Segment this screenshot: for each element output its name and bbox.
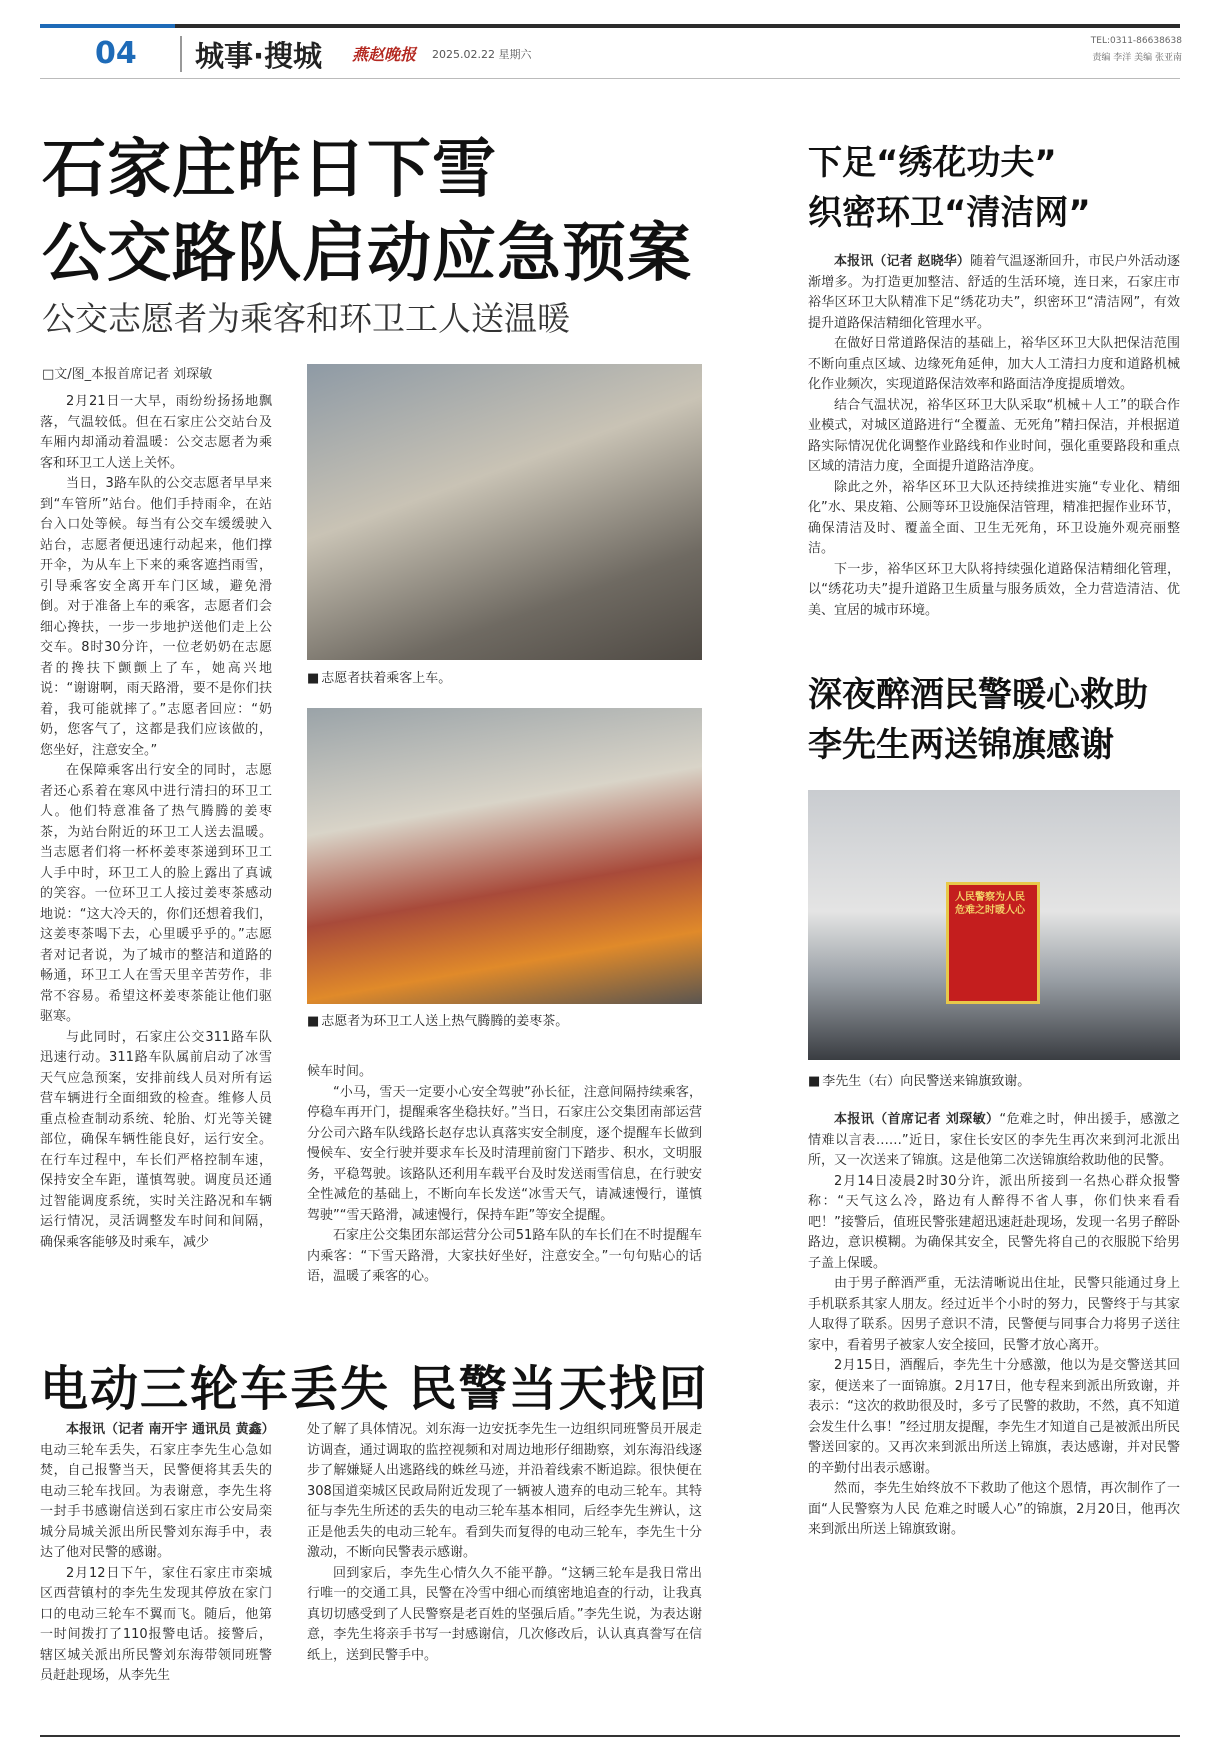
header-top-rule [40, 24, 1180, 28]
paragraph: 2月14日凌晨2时30分许，派出所接到一名热心群众报警称：“天气这么冷，路边有人醉得不省人事，你们快来看看吧！”接警后，值班民警张建超迅速赶赴现场，发现一名男子醉卧路边，意识模糊。为确保其安全，民警先将自己的衣服脱下给男子盖上保暖。 [808, 1173, 1180, 1271]
paragraph-text: 电动三轮车丢失，石家庄李先生心急如焚，自己报警当天，民警便将其丢失的电动三轮车找回。为表谢意，李先生将一封手书感谢信送到石家庄市公安局栾城分局城关派出所民警刘东海手中，表达了他对民警的感谢。 [40, 1442, 272, 1560]
story-tricycle-column-2 [307, 1420, 702, 1666]
paragraph: 由于男子醉酒严重，无法清晰说出住址，民警只能通过身上手机联系其家人朋友。经过近半个小时的努力，民警终于与其家人取得了联系。因男子意识不清，民警便与同事合力将男子送往家中，看着男子被家人安全接回，民警才放心离开。 [808, 1276, 1180, 1353]
paragraph-text: “危难之时，伸出援手，感激之情难以言表……”近日，家住长安区的李先生再次来到河北派出所，又一次送来了锦旗。这是他第二次送锦旗给救助他的民警。 [808, 1112, 1180, 1168]
main-story-column-2 [307, 1062, 702, 1288]
main-headline [42, 128, 742, 296]
lead-credit: 本报讯（记者 南开宇 通讯员 黄鑫） [66, 1422, 275, 1437]
story-police-headline-line2: 李先生两送锦旗感谢 [808, 725, 1114, 765]
paragraph: 2月12日下午，家住石家庄市栾城区西营镇村的李先生发现其停放在家门口的电动三轮车不翼而飞。随后，他第一时间拨打了110报警电话。接警后，辖区城关派出所民警刘东海带领同班警员赶赴现场，从李先生 [40, 1565, 272, 1683]
story-police-headline-line1: 深夜醉酒民警暖心救助 [808, 675, 1148, 715]
paragraph: 2月21日一大早，雨纷纷扬扬地飘落，气温较低。但在石家庄公交站台及车厢内却涌动着温暖：公交志愿者为乘客和环卫工人送上关怀。 [40, 394, 272, 471]
paragraph: 结合气温状况，裕华区环卫大队采取“机械＋人工”的联合作业模式，对城区道路进行“全覆盖、无死角”精扫保洁，并根据道路实际情况优化调整作业路线和作业时间，强化重要路段和重点区域的清洁力度，全面提升道路洁净度。 [808, 397, 1180, 474]
photo2-caption: ■ 志愿者为环卫工人送上热气腾腾的姜枣茶。 [307, 1010, 568, 1029]
main-story-column-1 [40, 392, 272, 1253]
main-byline: □文/图_本报首席记者 刘琛敏 [42, 367, 213, 382]
photo-volunteer-helping-passenger [307, 364, 702, 660]
paragraph: 2月15日，酒醒后，李先生十分感激，他以为是交警送其回家，便送来了一面锦旗。2月17日，他专程来到派出所致谢，并表示：“这次的救助很及时，多亏了民警的救助，不然，真不知道会发生什么事！”经过朋友提醒，李先生才知道自己是被派出所民警送回家的。又再次来到派出所送上锦旗，表达感谢，并对民警的辛勤付出表示感谢。 [808, 1358, 1180, 1476]
newspaper-logo: 燕赵晚报 [352, 45, 417, 64]
paragraph: 回到家后，李先生心情久久不能平静。“这辆三轮车是我日常出行唯一的交通工具，民警在冷雪中细心而缜密地追查的行动，让我真真切切感受到了人民警察是老百姓的坚强后盾。”李先生说，为表达谢意，李先生将亲手书写一封感谢信，几次修改后，认认真真誊写在信纸上，送到民警手中。 [307, 1565, 702, 1663]
lead-credit: 本报讯（记者 赵晓华） [834, 254, 970, 269]
main-headline-line1: 石家庄昨日下雪 [42, 133, 497, 207]
header-bottom-rule [40, 78, 1180, 79]
main-subtitle: 公交志愿者为乘客和环卫工人送温暖 [42, 299, 570, 338]
paragraph [808, 252, 1180, 334]
header-accent-rule [40, 24, 175, 28]
paragraph: 下一步，裕华区环卫大队将持续强化道路保洁精细化管理，以“绣花功夫”提升道路卫生质量与服务质效，全力营造清洁、优美、宜居的城市环境。 [808, 561, 1180, 618]
photo1-caption: ■ 志愿者扶着乘客上车。 [307, 667, 451, 686]
story-sanitation-headline [808, 138, 1188, 238]
story-tricycle-column-1 [40, 1420, 275, 1687]
paragraph: 石家庄公交集团东部运营分公司51路车队的车长们在不时提醒车内乘客：“下雪天路滑，大家扶好坐好，注意安全。”一句句贴心的话语，温暖了乘客的心。 [307, 1228, 702, 1284]
photo-banner-presentation [808, 790, 1180, 1060]
story-police-body [808, 1110, 1180, 1541]
paragraph: 在保障乘客出行安全的同时，志愿者还心系着在寒风中进行清扫的环卫工人。他们特意准备了热气腾腾的姜枣茶，为站台附近的环卫工人送去温暖。当志愿者们将一杯杯姜枣茶递到环卫工人手中时，环卫工人的脸上露出了真诚的笑容。一位环卫工人接过姜枣茶感动地说：“这大冷天的，你们还想着我们，这姜枣茶喝下去，心里暖乎乎的。”志愿者对记者说，为了城市的整洁和道路的畅通，环卫工人在雪天里辛苦劳作，非常不容易。希望这杯姜枣茶能让他们驱驱寒。 [40, 763, 272, 1024]
editor-credits: 责编 李洋 美编 张亚南 [1092, 53, 1182, 63]
paragraph: “小马，雪天一定要小心安全驾驶”孙长征，注意间隔持续乘客，停稳车再开门，提醒乘客坐稳扶好。”当日，石家庄公交集团南部运营分公司六路车队线路长赵存忠认真落实安全制度，逐个提醒车长做到慢候车、安全行驶并要求车长及时清理前窗门下踏步、积水，文明服务，平稳驾驶。该路队还利用车载平台及时发送雨雪信息，在行驶安全性减危的基础上，不断向车长发送“冰雪天气，请减速慢行，谨慎驾驶”“雪天路滑，减速慢行，保持车距”等安全提醒。 [307, 1084, 702, 1223]
paragraph: 在做好日常道路保洁的基础上，裕华区环卫大队把保洁范围不断向重点区域、边缘死角延伸，加大人工清扫力度和道路机械化作业频次，实现道路保洁效率和路面洁净度提质增效。 [808, 336, 1180, 392]
paragraph-text: 随着气温逐渐回升，市民户外活动逐渐增多。为打造更加整洁、舒适的生活环境，连日来，石家庄市裕华区环卫大队精准下足“绣花功夫”，织密环卫“清洁网”，有效提升道路保洁精细化管理水平。 [808, 254, 1180, 331]
main-headline-line2: 公交路队启动应急预案 [42, 217, 692, 291]
paragraph [40, 1420, 275, 1564]
paragraph: 与此同时，石家庄公交311路车队迅速行动。311路车队属前启动了冰雪天气应急预案，安排前线人员对所有运营车辆进行全面细致的检查。维修人员重点检查制动系统、轮胎、灯光等关键部位，确保车辆性能良好，运行安全。在行车过程中，车长们严格控制车速，保持安全车距，谨慎驾驶。调度员还通过智能调度系统，实时关注路况和车辆运行情况，灵活调整发车时间和间隔，确保乘客能够及时乘车，减少 [40, 1029, 272, 1250]
story-sanitation-headline-line2: 织密环卫“清洁网” [808, 193, 1091, 233]
page-number: 04 [95, 36, 137, 71]
paragraph [808, 1110, 1180, 1172]
banner-text: 人民警察为人民 危难之时暖人心 [955, 892, 1025, 916]
photo3-caption: ■ 李先生（右）向民警送来锦旗致谢。 [808, 1070, 1030, 1089]
issue-date: 2025.02.22 星期六 [432, 48, 532, 61]
story-tricycle-headline: 电动三轮车丢失 民警当天找回 [40, 1361, 709, 1417]
story-sanitation-body [808, 252, 1180, 621]
banner-pennant-icon [946, 882, 1040, 1004]
photo-volunteer-giving-tea [307, 708, 702, 1004]
footer-rule [40, 1735, 1180, 1737]
paragraph: 当日，3路车队的公交志愿者早早来到“车管所”站台。他们手持雨伞，在站台入口处等候。每当有公交车缓缓驶入站台，志愿者便迅速行动起来，他们撑开伞，为从车上下来的乘客遮挡雨雪，引导乘客安全离开车门区域，避免滑倒。对于准备上车的乘客，志愿者们会细心搀扶，一步一步地护送他们走上公交车。8时30分许，一位老奶奶在志愿者的搀扶下颤颤上了车，她高兴地说：“谢谢啊，雨天路滑，要不是你们扶着，我可能就摔了。”志愿者回应：“奶奶，您客气了，这都是我们应该做的，您坐好，注意安全。” [40, 476, 272, 758]
paragraph: 除此之外，裕华区环卫大队还持续推进实施“专业化、精细化”水、果皮箱、公厕等环卫设施保洁管理，精准把握作业环节，确保清洁及时、覆盖全面、卫生无死角，环卫设施外观亮丽整洁。 [808, 479, 1180, 556]
paragraph: 处了解了具体情况。刘东海一边安抚李先生一边组织同班警员开展走访调查，通过调取的监控视频和对周边地形仔细勘察，刘东海沿线逐步了解嫌疑人出逃路线的蛛丝马迹，并沿着线索不断追踪。很快便在308国道栾城区民政局附近发现了一辆被人遗弃的电动三轮车。其特征与李先生所述的丢失的电动三轮车基本相同，后经李先生辨认，这正是他丢失的电动三轮车。看到失而复得的电动三轮车，李先生十分激动，不断向民警表示感谢。 [307, 1422, 702, 1560]
story-sanitation-headline-line1: 下足“绣花功夫” [808, 143, 1057, 183]
header-divider [180, 36, 182, 72]
story-police-headline [808, 670, 1188, 770]
paragraph: 然而，李先生始终放不下救助了他这个恩情，再次制作了一面“人民警察为人民 危难之时暖人心”的锦旗，2月20日，他再次来到派出所送上锦旗致谢。 [808, 1481, 1180, 1537]
hotline: TEL:0311-86638638 [1090, 36, 1182, 46]
paragraph: 候车时间。 [307, 1064, 373, 1079]
section-title: 城事·搜城 [195, 39, 323, 73]
lead-credit: 本报讯（首席记者 刘琛敏） [834, 1112, 1000, 1127]
